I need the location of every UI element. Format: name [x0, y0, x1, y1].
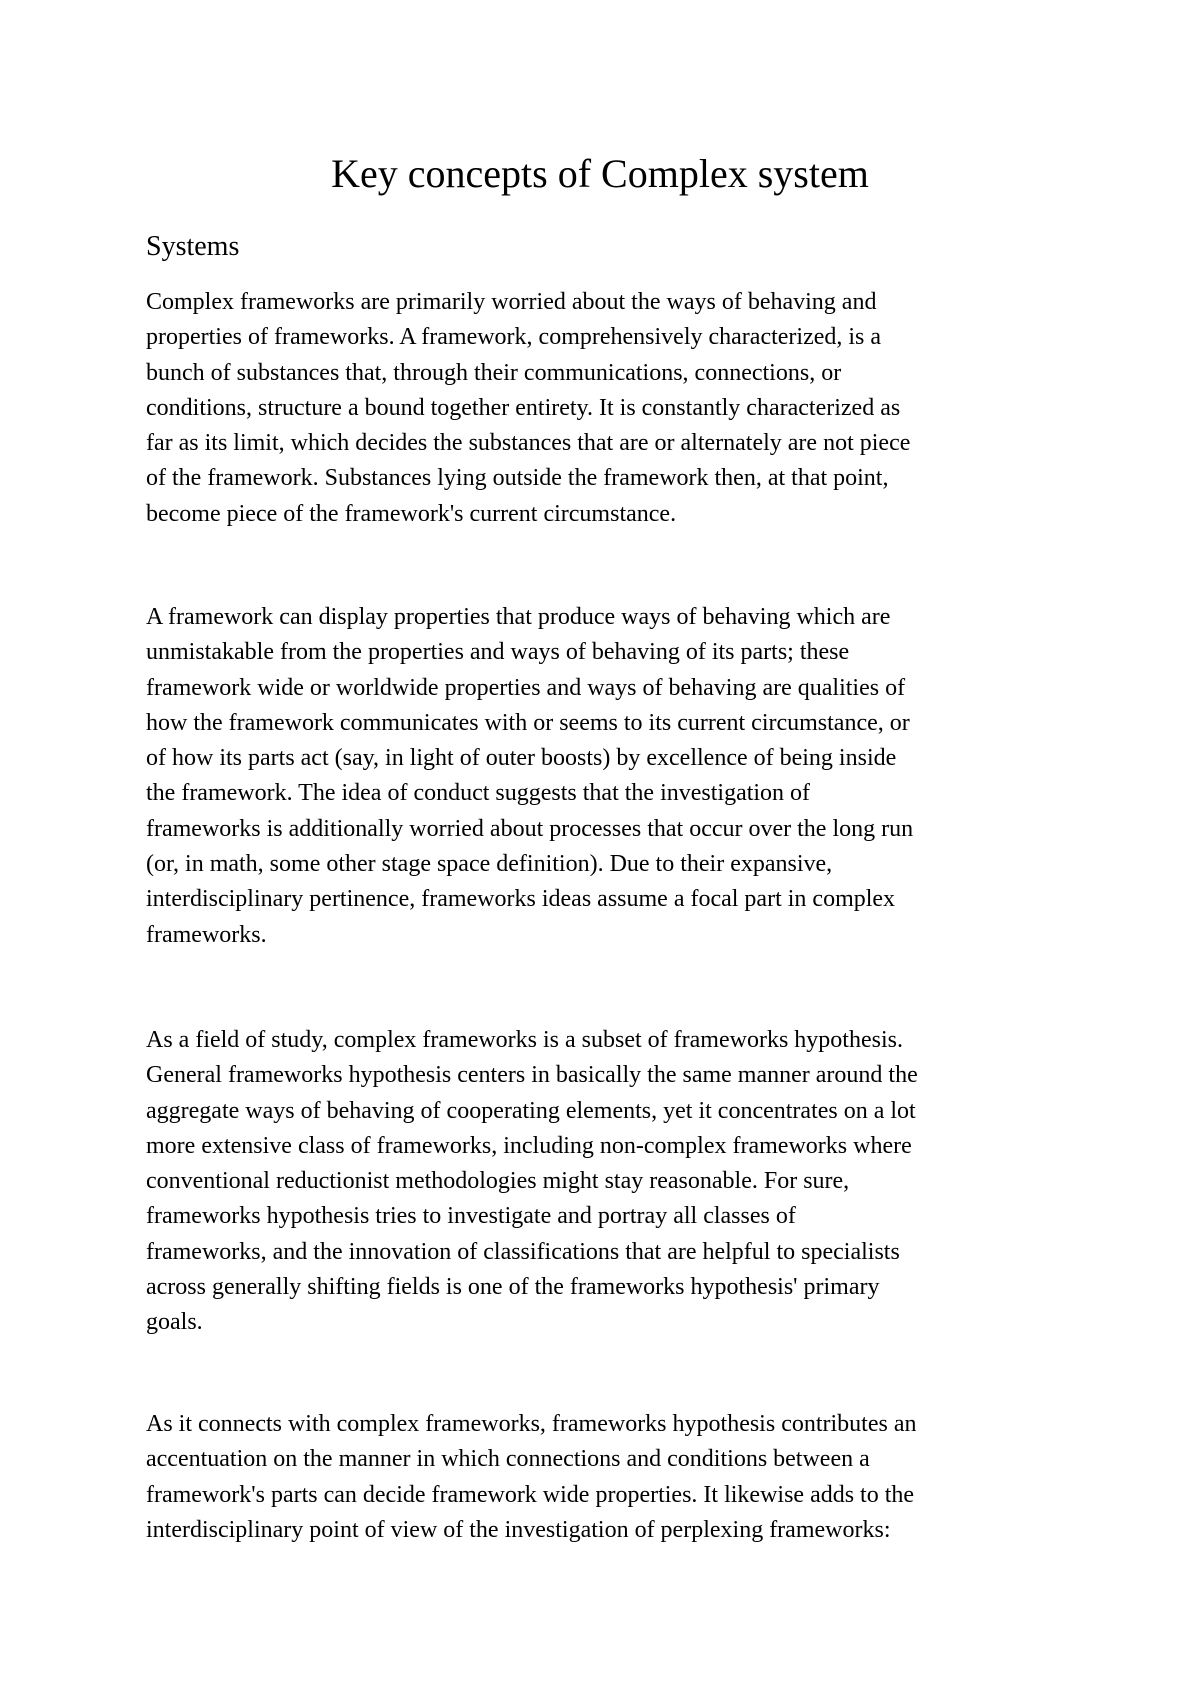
paragraph-line: aggregate ways of behaving of cooperating elements, yet it concentrates on a lot: [146, 1097, 916, 1124]
paragraph-line: across generally shifting fields is one of the frameworks hypothesis' primary: [146, 1274, 880, 1301]
paragraph-line: properties of frameworks. A framework, comprehensively characterized, is a: [146, 324, 882, 351]
paragraph-line: interdisciplinary point of view of the investigation of perplexing frameworks:: [146, 1516, 891, 1543]
paragraph-3: [146, 1023, 1081, 1341]
paragraph-line: Complex frameworks are primarily worried about the ways of behaving and: [146, 289, 877, 315]
page-title: Key concepts of Complex system: [331, 151, 869, 196]
paragraph-line: frameworks.: [146, 921, 267, 948]
paragraph-line: frameworks is additionally worried about processes that occur over the long run: [146, 815, 914, 842]
paragraph-2: [146, 600, 1081, 953]
paragraph-line: goals.: [146, 1309, 203, 1336]
paragraph-line: more extensive class of frameworks, including non-complex frameworks where: [146, 1132, 912, 1159]
paragraph-line: framework's parts can decide framework wide properties. It likewise adds to the: [146, 1481, 915, 1508]
paragraph-line: As a field of study, complex frameworks is a subset of frameworks hypothesis.: [146, 1027, 903, 1053]
paragraph-line: of the framework. Substances lying outside the framework then, at that point,: [146, 465, 889, 492]
paragraph-line: become piece of the framework's current circumstance.: [146, 500, 677, 527]
paragraph-line: interdisciplinary pertinence, frameworks ideas assume a focal part in complex: [146, 886, 896, 913]
paragraph-line: of how its parts act (say, in light of outer boosts) by excellence of being inside: [146, 745, 897, 772]
paragraph-line: frameworks hypothesis tries to investigate and portray all classes of: [146, 1203, 796, 1230]
paragraph-line: accentuation on the manner in which connections and conditions between a: [146, 1446, 870, 1473]
paragraph-line: the framework. The idea of conduct suggests that the investigation of: [146, 780, 811, 807]
paragraph-line: bunch of substances that, through their communications, connections, or: [146, 359, 842, 386]
paragraph-4: [146, 1407, 1081, 1548]
paragraph-line: framework wide or worldwide properties and ways of behaving are qualities of: [146, 674, 906, 701]
paragraph-line: As it connects with complex frameworks, frameworks hypothesis contributes an: [146, 1411, 917, 1437]
paragraph-line: frameworks, and the innovation of classifications that are helpful to specialists: [146, 1238, 900, 1265]
paragraph-line: far as its limit, which decides the substances that are or alternately are not piece: [146, 430, 911, 457]
paragraph-line: (or, in math, some other stage space definition). Due to their expansive,: [146, 851, 833, 878]
paragraph-line: unmistakable from the properties and ways of behaving of its parts; these: [146, 639, 850, 666]
paragraph-1: [146, 285, 1081, 532]
paragraph-line: conventional reductionist methodologies might stay reasonable. For sure,: [146, 1168, 850, 1195]
paragraph-line: how the framework communicates with or seems to its current circumstance, or: [146, 709, 910, 736]
paragraph-line: General frameworks hypothesis centers in basically the same manner around the: [146, 1062, 918, 1089]
section-heading-systems: Systems: [146, 231, 240, 262]
paragraph-line: A framework can display properties that produce ways of behaving which are: [146, 604, 891, 630]
paragraph-line: conditions, structure a bound together entirety. It is constantly characterized as: [146, 394, 901, 421]
